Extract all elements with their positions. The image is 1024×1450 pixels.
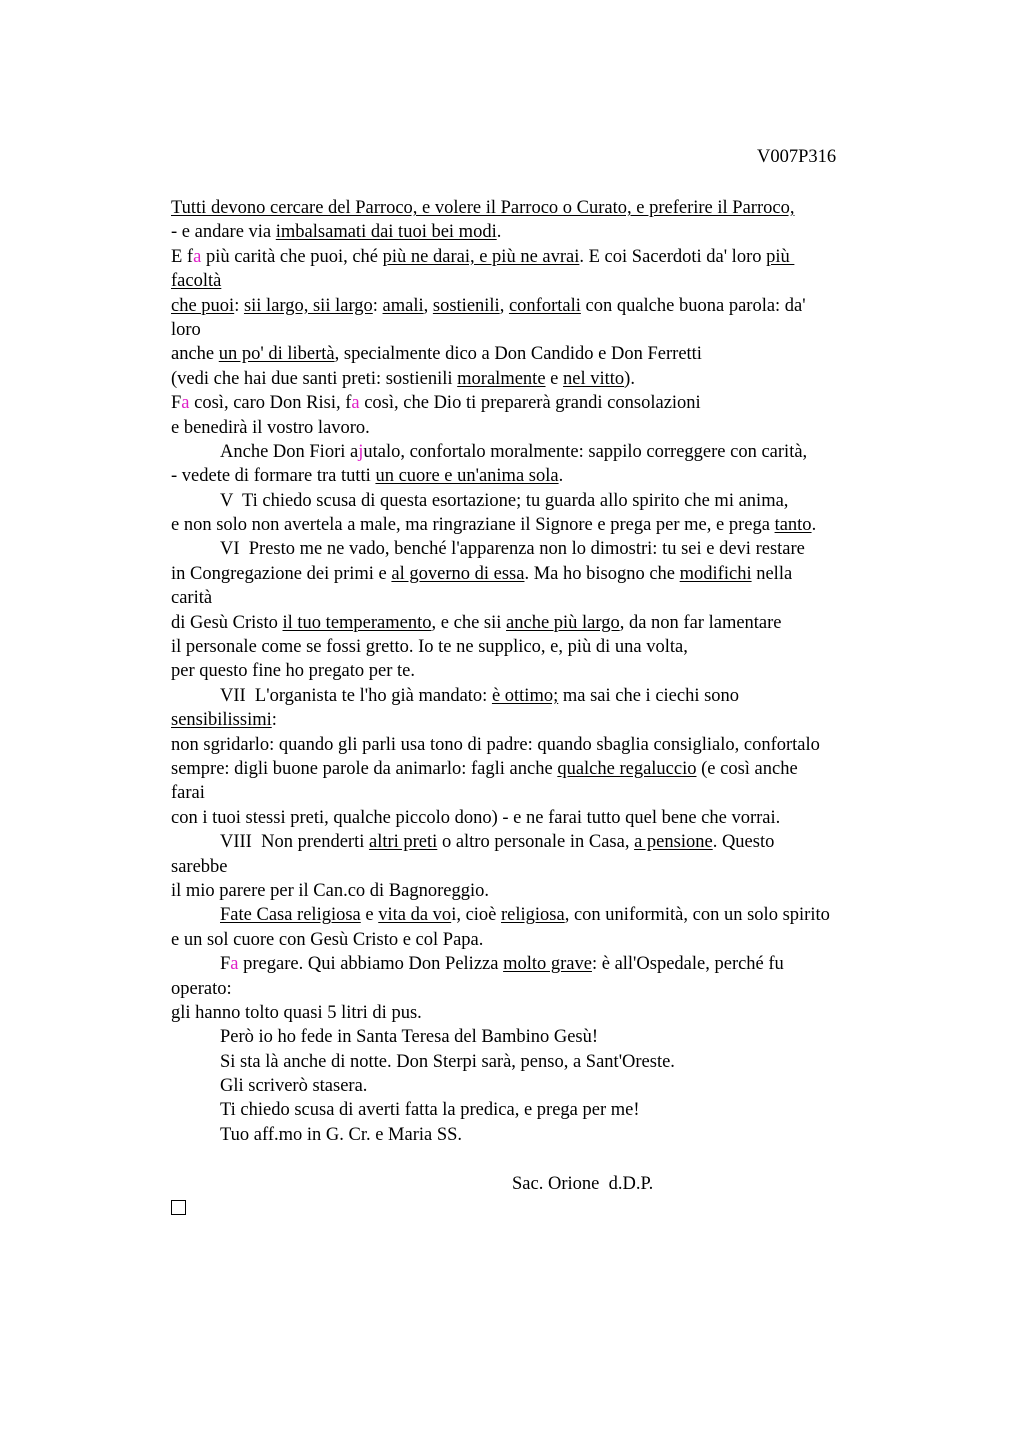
text-segment: Gli scriverò stasera. bbox=[220, 1076, 368, 1097]
text-line bbox=[171, 440, 931, 464]
text-line bbox=[171, 781, 931, 805]
text-segment: V Ti chiedo scusa di questa esortazione; tu guarda allo spirito che mi anima, bbox=[220, 490, 789, 511]
text-segment: Però io ho fede in Santa Teresa del Bambino Gesù! bbox=[220, 1027, 599, 1048]
text-segment: : è all'Ospedale, perché fu bbox=[591, 954, 784, 975]
text-line bbox=[171, 245, 931, 269]
text-segment: - vedete di formare tra tutti bbox=[171, 466, 376, 487]
text-line bbox=[171, 220, 931, 244]
text-segment: VIII Non prenderti bbox=[220, 832, 369, 853]
text-segment: . E coi Sacerdoti da' loro bbox=[579, 246, 767, 267]
text-line bbox=[171, 489, 931, 513]
letter-lines bbox=[171, 196, 931, 1147]
letter-body bbox=[171, 196, 931, 1220]
text-line bbox=[171, 562, 931, 586]
text-line bbox=[171, 1074, 931, 1098]
text-segment: gli hanno tolto quasi 5 litri di pus. bbox=[171, 1002, 422, 1023]
text-segment: Ti chiedo scusa di averti fatta la predica, e prega per me! bbox=[220, 1100, 640, 1121]
text-line bbox=[171, 196, 931, 220]
text-line bbox=[171, 879, 931, 903]
underlined-text: religiosa bbox=[501, 905, 565, 926]
text-segment: per questo fine ho pregato per te. bbox=[171, 661, 416, 682]
underlined-text: sii largo, sii largo bbox=[243, 295, 373, 316]
text-segment: Anche Don Fiori a bbox=[220, 441, 359, 462]
text-segment: così, che Dio ti preparerà grandi consolazioni bbox=[359, 393, 701, 414]
underlined-text: è ottimo; bbox=[491, 685, 559, 706]
highlighted-letter: j bbox=[358, 441, 364, 462]
text-segment: utalo, confortalo moralmente: sappilo correggere con carità, bbox=[363, 441, 808, 462]
text-segment: Si sta là anche di notte. Don Sterpi sarà, penso, a Sant'Oreste. bbox=[220, 1051, 675, 1072]
text-segment: VII L'organista te l'ho già mandato: bbox=[220, 685, 492, 706]
end-mark bbox=[171, 1196, 931, 1220]
text-line bbox=[171, 391, 931, 415]
underlined-text: confortali bbox=[508, 295, 581, 316]
text-segment: - e andare via bbox=[171, 222, 276, 243]
text-line bbox=[171, 659, 931, 683]
text-segment: carità bbox=[171, 588, 213, 609]
text-segment: ). bbox=[624, 368, 635, 389]
text-segment: o altro personale in Casa, bbox=[437, 832, 635, 853]
text-segment: loro bbox=[171, 319, 201, 340]
text-segment: operato: bbox=[171, 978, 232, 999]
underlined-text: vita da vo bbox=[378, 905, 452, 926]
text-line bbox=[171, 928, 931, 952]
text-segment: E f bbox=[171, 246, 194, 267]
text-line bbox=[171, 733, 931, 757]
underlined-text: più bbox=[766, 246, 795, 267]
text-segment: VI Presto me ne vado, benché l'apparenza non lo dimostri: tu sei e devi restare bbox=[220, 539, 805, 560]
text-line bbox=[171, 952, 931, 976]
underlined-text: moralmente bbox=[457, 368, 546, 389]
text-segment: ma sai che i ciechi sono bbox=[558, 685, 740, 706]
text-line bbox=[171, 684, 931, 708]
text-segment: non sgridarlo: quando gli parli usa tono di padre: quando sbaglia consiglialo, confortalo bbox=[171, 734, 820, 755]
text-segment: con i tuoi stessi preti, qualche piccolo dono) - e ne farai tutto quel bene che vorrai. bbox=[171, 807, 781, 828]
underlined-text: tanto bbox=[774, 515, 812, 536]
text-segment: . bbox=[496, 222, 502, 243]
text-line bbox=[171, 611, 931, 635]
highlighted-letter: a bbox=[230, 954, 239, 975]
text-line bbox=[171, 855, 931, 879]
text-line bbox=[171, 342, 931, 366]
text-segment: il mio parere per il Can.co di Bagnoreggio. bbox=[171, 880, 490, 901]
square-icon bbox=[171, 1200, 186, 1215]
text-segment: e bbox=[360, 905, 379, 926]
highlighted-letter: a bbox=[193, 246, 202, 267]
underlined-text: nel vitto bbox=[563, 368, 625, 389]
highlighted-letter: a bbox=[351, 393, 360, 414]
underlined-text: al governo di essa bbox=[391, 563, 525, 584]
underlined-text: Fate Casa religiosa bbox=[220, 905, 361, 926]
text-segment: , bbox=[423, 295, 433, 316]
text-segment: : bbox=[372, 295, 383, 316]
text-segment: il personale come se fossi gretto. Io te ne supplico, e, più di una volta, bbox=[171, 637, 688, 658]
text-segment: (vedi che hai due santi preti: sostienili bbox=[171, 368, 458, 389]
underlined-text: un po' di libertà bbox=[218, 344, 335, 365]
underlined-text: il tuo temperamento bbox=[282, 612, 432, 633]
text-line bbox=[171, 903, 931, 927]
text-line bbox=[171, 757, 931, 781]
text-segment: Tuo aff.mo in G. Cr. e Maria SS. bbox=[220, 1124, 463, 1145]
text-line bbox=[171, 1050, 931, 1074]
underlined-text: altri preti bbox=[368, 832, 438, 853]
underlined-text: Tutti devono cercare del Parroco, e volere il Parroco o Curato, e preferire il Parroco, bbox=[171, 198, 795, 218]
text-line bbox=[171, 806, 931, 830]
underlined-text: a pensione bbox=[634, 832, 713, 853]
text-segment: F bbox=[220, 954, 231, 975]
text-segment: F bbox=[171, 393, 182, 414]
underlined-text: imbalsamati dai tuoi bei modi bbox=[275, 222, 497, 243]
text-segment: e bbox=[545, 368, 563, 389]
underlined-text: facoltà bbox=[171, 271, 222, 292]
text-segment: . bbox=[811, 515, 817, 536]
text-segment: e un sol cuore con Gesù Cristo e col Papa. bbox=[171, 929, 484, 950]
text-segment: sempre: digli buone parole da animarlo: fagli anche bbox=[171, 758, 558, 779]
text-line bbox=[171, 830, 931, 854]
underlined-text: che puoi bbox=[171, 295, 235, 316]
text-segment: pregare. Qui abbiamo Don Pelizza bbox=[238, 954, 504, 975]
text-segment: : bbox=[271, 710, 277, 731]
underlined-text: un cuore e un'anima sola bbox=[375, 466, 559, 487]
text-line bbox=[171, 1098, 931, 1122]
document-id: V007P316 bbox=[757, 147, 837, 167]
text-segment: sarebbe bbox=[171, 856, 228, 877]
text-segment: , da non far lamentare bbox=[619, 612, 782, 633]
underlined-text: amali bbox=[382, 295, 424, 316]
text-line bbox=[171, 1025, 931, 1049]
text-line bbox=[171, 367, 931, 391]
text-line bbox=[171, 586, 931, 610]
text-line bbox=[171, 269, 931, 293]
text-line bbox=[171, 708, 931, 732]
text-segment: , bbox=[499, 295, 509, 316]
text-segment: e non solo non avertela a male, ma ringraziane il Signore e prega per me, e prega bbox=[171, 515, 775, 536]
text-segment: . Questo bbox=[712, 832, 775, 853]
text-segment: : bbox=[234, 295, 244, 316]
underlined-text: più ne darai, e più ne avrai bbox=[382, 246, 580, 267]
text-segment: farai bbox=[171, 783, 205, 804]
text-line bbox=[171, 537, 931, 561]
text-segment: , specialmente dico a Don Candido e Don Ferretti bbox=[334, 344, 702, 365]
text-line bbox=[171, 977, 931, 1001]
underlined-text: anche più largo bbox=[506, 612, 620, 633]
text-line bbox=[171, 635, 931, 659]
highlighted-letter: a bbox=[181, 393, 190, 414]
text-segment: , con uniformità, con un solo spirito bbox=[564, 905, 830, 926]
text-segment: e benedirà il vostro lavoro. bbox=[171, 417, 370, 438]
text-segment: in Congregazione dei primi e bbox=[171, 563, 392, 584]
text-line bbox=[171, 1123, 931, 1147]
text-line bbox=[171, 294, 931, 318]
text-segment: . Ma ho bisogno che bbox=[524, 563, 680, 584]
underlined-text: molto grave bbox=[503, 954, 592, 975]
text-line bbox=[171, 1001, 931, 1025]
text-line bbox=[171, 318, 931, 342]
text-segment: con qualche buona parola: da' bbox=[580, 295, 806, 316]
text-line bbox=[171, 416, 931, 440]
text-segment: (e così anche bbox=[696, 758, 798, 779]
text-segment: di Gesù Cristo bbox=[171, 612, 283, 633]
text-line bbox=[171, 513, 931, 537]
underlined-text: qualche regaluccio bbox=[557, 758, 697, 779]
underlined-text: sostienili bbox=[432, 295, 500, 316]
signature: Sac. Orione d.D.P. bbox=[512, 1173, 654, 1194]
text-segment: . bbox=[558, 466, 564, 487]
underlined-text: modifichi bbox=[679, 563, 752, 584]
text-segment: i, cioè bbox=[451, 905, 502, 926]
text-segment: così, caro Don Risi, f bbox=[189, 393, 352, 414]
spacer bbox=[171, 1147, 931, 1171]
underlined-text: sensibilissimi bbox=[171, 710, 272, 731]
text-segment: , e che sii bbox=[431, 612, 507, 633]
text-segment: più carità che puoi, ché bbox=[201, 246, 383, 267]
text-segment: nella bbox=[751, 563, 793, 584]
text-segment: anche bbox=[171, 344, 219, 365]
text-line bbox=[171, 464, 931, 488]
